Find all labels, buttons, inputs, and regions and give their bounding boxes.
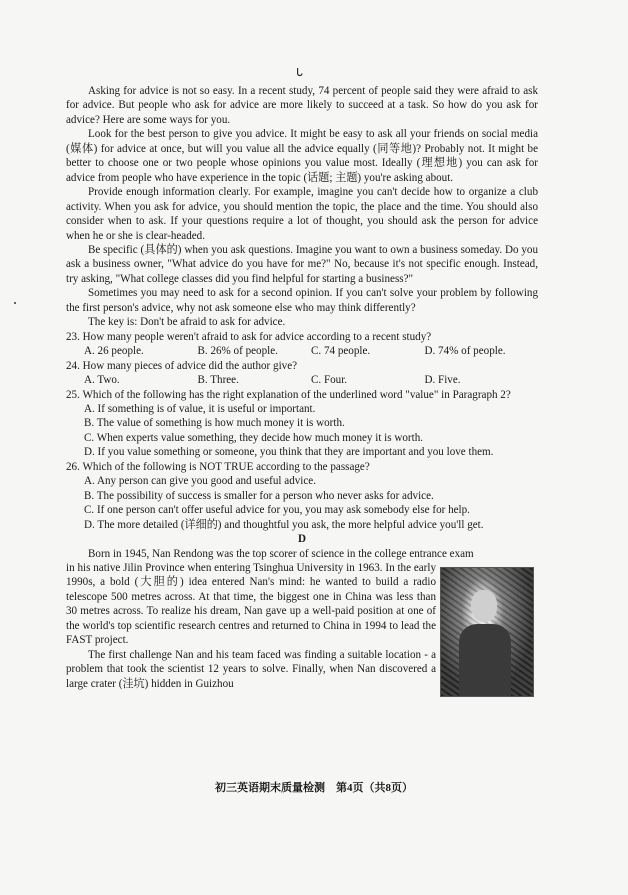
option-d: D. 74% of people. [424,345,506,358]
section-d-heading: D [297,533,306,546]
option-a: A. 26 people. [84,345,144,358]
photo-face [471,590,497,622]
option-d: D. Five. [424,374,461,387]
question-25-option-d: D. If you value something or someone, you think that they are important and you love them. [84,446,494,459]
passage-d-paragraph-1: in his native Jilin Province when entering Tsinghua University in 1963. In the early 1990s, a bold (大胆的) idea entered Nan's mind: he wanted to build a radio telescope 500 metres across. At that time, the biggest one in China was less than 30 metres across. To realize his dream, Nan gave up a well-paid position at one of the world's top scientific research centres and returned to China in 1994 to lead the FAST project. [66,561,436,647]
page-footer: 初三英语期末质量检测 第4页（共8页） [215,782,413,794]
passage-c-paragraph-6: The key is: Don't be afraid to ask for advice. [88,316,286,329]
question-25: 25. Which of the following has the right explanation of the underlined word "value" in Paragraph 2? [66,388,511,401]
question-25-option-c: C. When experts value something, they decide how much money it is worth. [84,431,424,444]
passage-c-paragraph-2: Look for the best person to give you advice. It might be easy to ask all your friends on social media (媒体) for advice at once, but will you value all the advice equally (同等地)? Probably not. It might be better to choose one or two people whose opinions you value most. Ideally (理想地) you can ask for advice from people who have experience in the topic (话题; 主题) you're asking about. [66,128,538,184]
option-a: A. Two. [84,374,120,387]
question-23-options [66,344,538,358]
question-25-option-b: B. The value of something is how much money it is worth. [84,417,345,430]
question-26-option-d: D. The more detailed (详细的) and thoughtful you ask, the more helpful advice you'll get. [84,518,484,531]
question-24: 24. How many pieces of advice did the author give? [66,359,298,372]
passage-c-paragraph-1: Asking for advice is not so easy. In a recent study, 74 percent of people said they were afraid to ask for advice. But people who ask for advice are more likely to succeed at a task. So how do you ask for advice? Here are some ways for you. [66,85,538,126]
passage-c-paragraph-3: Provide enough information clearly. For example, imagine you can't decide how to organize a club activity. When you ask for advice, you should mention the topic, the place and the time. You should also consider when to ask. If your questions require a lot of thought, you should ask the person for advice when he or she is clear-headed. [66,186,538,242]
question-23: 23. How many people weren't afraid to ask for advice according to a recent study? [66,330,432,343]
passage-c-paragraph-4: Be specific (具体的) when you ask questions. Imagine you want to own a business someday. Do you ask a business owner, "What advice do you have for me?" No, because it's not specific enough. Instead, try asking, "What college classes did you find helpful for starting a business?" [66,243,538,285]
question-24-options [66,373,538,387]
passage-d-paragraph-1-line-1: Born in 1945, Nan Rendong was the top scorer of science in the college entrance exam [88,547,474,560]
exam-content [66,84,538,691]
question-26-option-b: B. The possibility of success is smaller for a person who never asks for advice. [84,489,434,502]
margin-dot [14,302,16,304]
photo-body [459,624,511,696]
option-b: B. Three. [197,374,239,387]
question-26-option-a: A. Any person can give you good and useful advice. [84,475,316,488]
option-c: C. Four. [311,374,348,387]
question-26: 26. Which of the following is NOT TRUE according to the passage? [66,460,370,473]
question-25-option-a: A. If something is of value, it is useful or important. [84,402,316,415]
question-26-option-c: C. If one person can't offer useful advice for you, you may ask somebody else for help. [84,504,470,517]
passage-d [66,547,538,692]
option-c: C. 74 people. [311,345,371,358]
top-mark: ᒐ [296,67,303,79]
passage-d-paragraph-2: The first challenge Nan and his team faced was finding a suitable location - a problem that took the scientist 12 years to solve. Finally, when Nan discovered a large crater (洼坑) hidden in Guizhou [66,648,436,690]
passage-c-paragraph-5: Sometimes you may need to ask for a second opinion. If you can't solve your problem by following the first person's advice, why not ask someone else who may think differently? [66,287,538,314]
nan-rendong-photo [440,567,534,697]
option-b: B. 26% of people. [197,345,278,358]
